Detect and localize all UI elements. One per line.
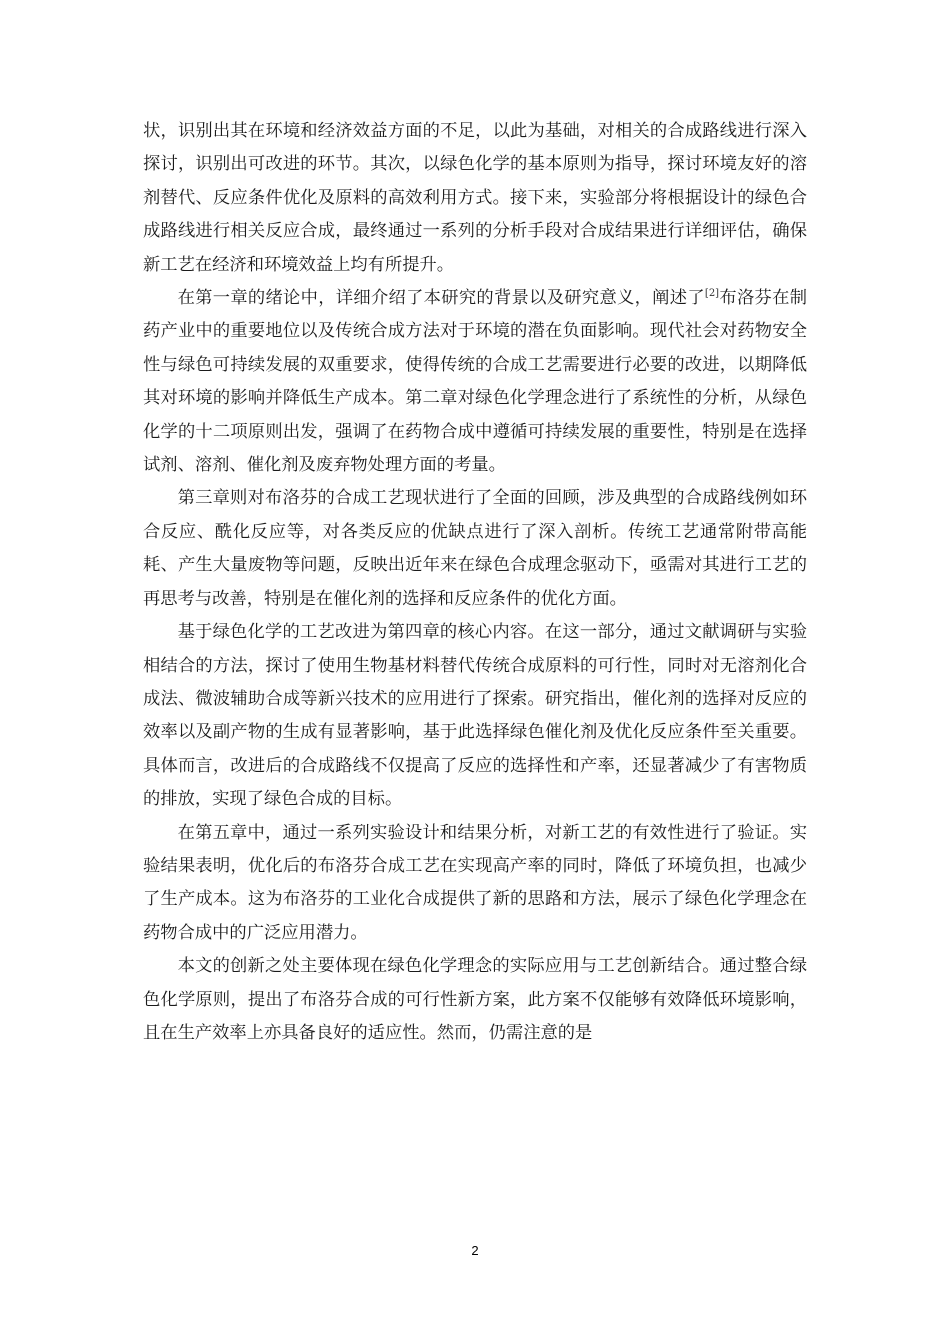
paragraph-innovation: 本文的创新之处主要体现在绿色化学理念的实际应用与工艺创新结合。通过整合绿色化学原则，提出了布洛芬合成的可行性新方案，此方案不仅能够有效降低环境影响，且在生产效率上亦具备良好的适应性。然而，仍需注意的是 [143,956,807,1043]
paragraph-chapter-five: 在第五章中，通过一系列实验设计和结果分析，对新工艺的有效性进行了验证。实验结果表明，优化后的布洛芬合成工艺在实现高产率的同时，降低了环境负担，也减少了生产成本。这为布洛芬的工业化合成提供了新的思路和方法，展示了绿色化学理念在药物合成中的广泛应用潜力。 [143,822,807,943]
paragraph-chapter-three: 第三章则对布洛芬的合成工艺现状进行了全面的回顾，涉及典型的合成路线例如环合反应、酰化反应等，对各类反应的优缺点进行了深入剖析。传统工艺通常附带高能耗、产生大量废物等问题，反映出近年来在绿色合成理念驱动下，亟需对其进行工艺的再思考与改善，特别是在催化剂的选择和反应条件的优化方面。 [143,488,807,609]
paragraph-text: 布洛芬在制药产业中的重要地位以及传统合成方法对于环境的潜在负面影响。现代社会对药物安全性与绿色可持续发展的双重要求，使得传统的合成工艺需要进行必要的改进，以期降低其对环境的影响并降低生产成本。第二章对绿色化学理念进行了系统性的分析，从绿色化学的十二项原则出发，强调了在药物合成中遵循可持续发展的重要性，特别是在选择试剂、溶剂、催化剂及废弃物处理方面的考量。 [143,288,807,476]
paragraph-chapter-one [143,282,807,482]
paragraph-continued: 状，识别出其在环境和经济效益方面的不足，以此为基础，对相关的合成路线进行深入探讨，识别出可改进的环节。其次，以绿色化学的基本原则为指导，探讨环境友好的溶剂替代、反应条件优化及原料的高效利用方式。接下来，实验部分将根据设计的绿色合成路线进行相关反应合成，最终通过一系列的分析手段对合成结果进行详细评估，确保新工艺在经济和环境效益上均有所提升。 [143,121,807,275]
paragraph-chapter-four: 基于绿色化学的工艺改进为第四章的核心内容。在这一部分，通过文献调研与实验相结合的方法，探讨了使用生物基材料替代传统合成原料的可行性，同时对无溶剂化合成法、微波辅助合成等新兴技术的应用进行了探索。研究指出，催化剂的选择对反应的效率以及副产物的生成有显著影响，基于此选择绿色催化剂及优化反应条件至关重要。具体而言，改进后的合成路线不仅提高了反应的选择性和产率，还显著减少了有害物质的排放，实现了绿色合成的目标。 [143,622,807,810]
body-text [143,115,807,1050]
paragraph-text: 在第一章的绪论中，详细介绍了本研究的背景以及研究意义，阐述了 [177,288,705,309]
citation-reference[interactable]: [2] [704,288,720,300]
page-number: 2 [471,1243,479,1258]
